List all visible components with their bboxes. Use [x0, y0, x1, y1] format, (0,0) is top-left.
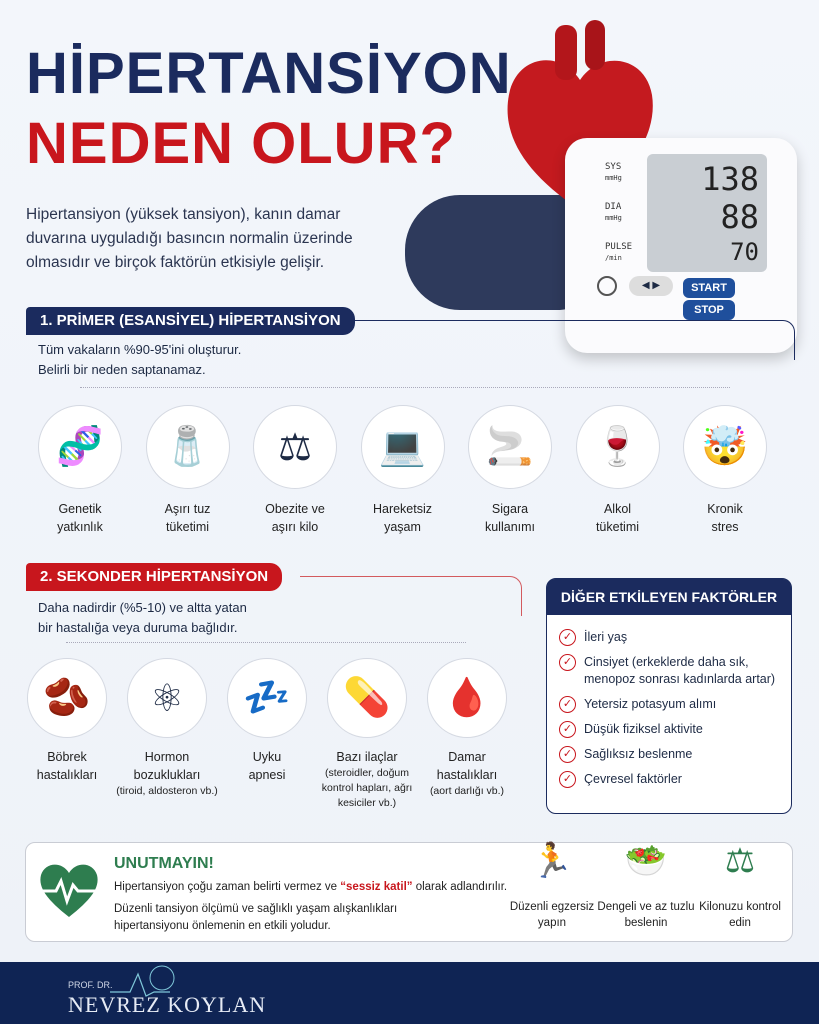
secondary-frame	[300, 576, 522, 616]
stop-button[interactable]: STOP	[683, 300, 735, 320]
sys-label: SYS	[605, 162, 622, 172]
secondary-factor-label: Hormon bozuklukları (tiroid, aldosteron vb.)	[116, 750, 218, 797]
reminder-text-1a: Hipertansiyon çoğu zaman belirti vermez ve	[114, 881, 341, 893]
dia-unit: mmHg	[605, 214, 622, 222]
salt-icon: 🧂	[146, 405, 230, 489]
pill-icon: 💊	[327, 658, 407, 738]
tip-exercise	[502, 842, 602, 931]
footer-name: NEVREZ KOYLAN	[68, 992, 267, 1017]
connector-line	[80, 387, 730, 388]
reminder-text-2: Düzenli tansiyon ölçümü ve sağlıklı yaşam alışkanlıkları hipertansiyonu önlemenin en etkili yoludur.	[114, 903, 398, 932]
connector-line	[66, 642, 466, 643]
secondary-factor-label: Damar hastalıkları (aort darlığı vb.)	[429, 750, 505, 797]
tip-weight	[690, 842, 790, 931]
stress-icon: 🤯	[683, 405, 767, 489]
tip-label: Kilonuzu kontrol edin	[699, 901, 781, 929]
primary-factor-label: Sigara kullanımı	[484, 502, 536, 534]
secondary-factor-label: Böbrek hastalıkları	[36, 750, 98, 782]
primary-factor-label: Hareketsiz yaşam	[372, 502, 433, 534]
arrow-buttons[interactable]: ◀ ▶	[629, 276, 673, 296]
check-icon: ✓	[559, 654, 576, 671]
other-factor-item: ✓ Sağlıksız beslenme	[559, 746, 779, 763]
check-icon: ✓	[559, 696, 576, 713]
other-factors-heading: DİĞER ETKİLEYEN FAKTÖRLER	[547, 579, 791, 615]
heart-pulse-icon	[38, 859, 100, 921]
secondary-factor-label: Uyku apnesi	[248, 750, 286, 782]
intro-text: Hipertansiyon (yüksek tansiyon), kanın damar duvarına uyguladığı basıncın normalin üzerinde olmasıdır ve birçok faktörün etkisiyle gelişir.	[26, 206, 353, 271]
power-button[interactable]	[597, 276, 617, 296]
sys-value: 138	[701, 160, 759, 198]
other-factors-panel	[546, 578, 792, 814]
pulse-label: PULSE	[605, 242, 633, 252]
cigarette-icon: 🚬	[468, 405, 552, 489]
dia-value: 88	[720, 198, 759, 236]
tip-label: Düzenli egzersiz yapın	[509, 901, 595, 929]
desk-icon: 💻	[361, 405, 445, 489]
tip-label: Dengeli ve az tuzlu beslenin	[597, 901, 695, 929]
running-icon: 🏃	[530, 842, 574, 880]
primary-factor-label: Aşırı tuz tüketimi	[164, 502, 211, 534]
check-icon: ✓	[559, 771, 576, 788]
silent-killer-text: “sessiz katil”	[340, 881, 413, 893]
title-line-2: NEDEN OLUR?	[26, 111, 456, 176]
secondary-line-2: bir hastalığa veya duruma bağlıdır.	[38, 620, 238, 635]
secondary-factor-label: Bazı ilaçlar (steroidler, doğum kontrol hapları, ağrı kesiciler vb.)	[321, 750, 413, 809]
kidney-icon: 🫘	[27, 658, 107, 738]
primary-frame	[340, 320, 795, 360]
secondary-line-1: Daha nadirdir (%5-10) ve altta yatan	[38, 600, 247, 615]
wine-icon: 🍷	[576, 405, 660, 489]
scale-icon: ⚖	[253, 405, 337, 489]
monitor-screen	[605, 154, 767, 272]
secondary-heading: 2. SEKONDER HİPERTANSİYON	[26, 563, 282, 591]
start-button[interactable]: START	[683, 278, 735, 298]
check-icon: ✓	[559, 746, 576, 763]
reminder-heading: UNUTMAYIN!	[114, 855, 214, 872]
reminder-text-1c: olarak adlandırılır.	[412, 881, 508, 893]
primary-factor-label: Kronik stres	[707, 502, 743, 534]
sys-unit: mmHg	[605, 174, 622, 182]
check-icon: ✓	[559, 629, 576, 646]
footer-prefix: PROF. DR.	[68, 980, 113, 990]
logo-heart-icon	[110, 962, 230, 1002]
dia-label: DIA	[605, 202, 622, 212]
primary-line-1: Tüm vakaların %90-95'ini oluşturur.	[38, 342, 242, 357]
other-factor-item: ✓ Yetersiz potasyum alımı	[559, 696, 779, 713]
title-line-1: HİPERTANSİYON	[26, 41, 512, 106]
hormone-molecule-icon: ⚛	[127, 658, 207, 738]
pulse-value: 70	[730, 238, 759, 266]
footer	[0, 962, 819, 1024]
blood-vessel-icon: 🩸	[427, 658, 507, 738]
primary-factor-label: Genetik yatkınlık	[57, 502, 103, 534]
primary-line-2: Belirli bir neden saptanamaz.	[38, 362, 206, 377]
reminder-box	[25, 842, 793, 942]
primary-heading: 1. PRİMER (ESANSİYEL) HİPERTANSİYON	[26, 307, 355, 335]
tip-diet	[596, 842, 696, 931]
scale-icon: ⚖	[724, 842, 756, 880]
check-icon: ✓	[559, 721, 576, 738]
sleep-apnea-icon: 💤	[227, 658, 307, 738]
primary-factor-label: Obezite ve aşırı kilo	[265, 502, 325, 534]
other-factor-item: ✓ Cinsiyet (erkeklerde daha sık, menopoz sonrası kadınlarda artar)	[559, 654, 779, 688]
salad-bowl-icon: 🥗	[624, 842, 668, 880]
dna-icon: 🧬	[38, 405, 122, 489]
pulse-unit: /min	[605, 254, 622, 262]
primary-factor-label: Alkol tüketimi	[595, 502, 640, 534]
other-factor-item: ✓ İleri yaş	[559, 629, 779, 646]
other-factor-item: ✓ Çevresel faktörler	[559, 771, 779, 788]
other-factor-item: ✓ Düşük fiziksel aktivite	[559, 721, 779, 738]
